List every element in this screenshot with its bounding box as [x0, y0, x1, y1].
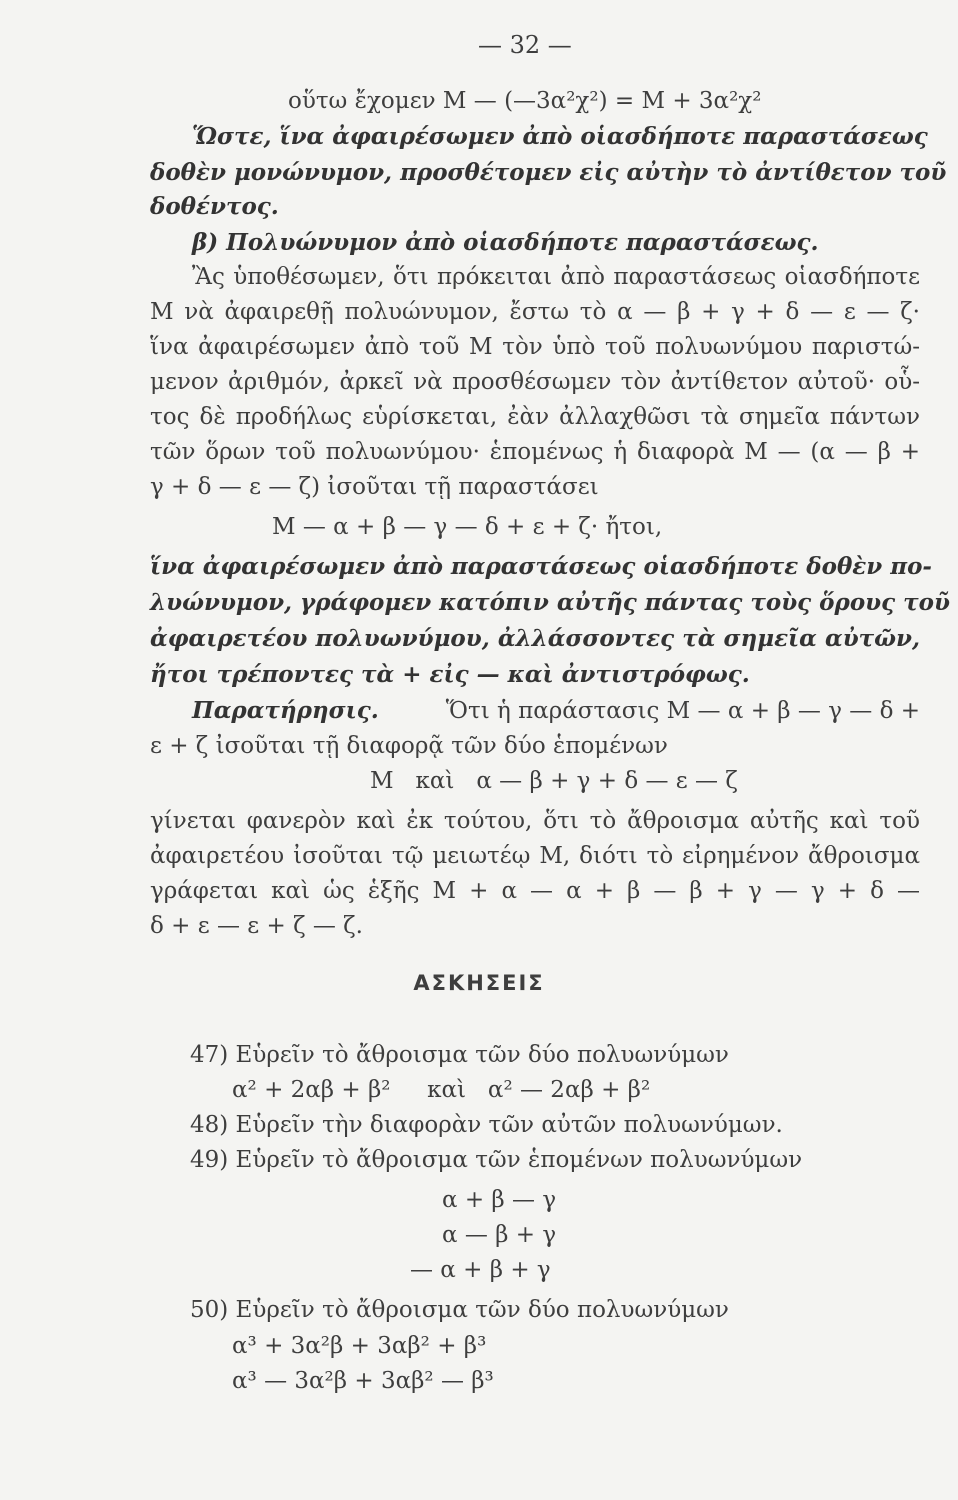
rule-line: ἵνα ἀφαιρέσωμεν ἀπὸ παραστάσεως οἱασδήποτε δοθὲν πο- — [150, 553, 932, 580]
equation-line: οὕτω ἔχομεν Μ — (—3α²χ²) = Μ + 3α²χ² — [288, 88, 762, 114]
remark-line: ἀφαιρετέου ἰσοῦται τῷ μειωτέῳ Μ, διότι τὸ εἰρημένον ἄθροισμα — [150, 843, 920, 869]
paragraph-line: Ὥστε, ἵνα ἀφαιρέσωμεν ἀπὸ οἱασδήποτε παραστάσεως — [192, 123, 928, 150]
remark-text: Ὅτι ἡ παράστασις Μ — α + β — γ — δ + — [445, 698, 920, 724]
rule-line: λυώνυμον, γράφομεν κατόπιν αὐτῆς πάντας τοὺς ὅρους τοῦ — [150, 589, 950, 616]
exercises-heading: ΑΣΚΗΣΕΙΣ — [413, 971, 545, 995]
paragraph-line: τῶν ὅρων τοῦ πολυωνύμου· ἑπομένως ἡ διαφορὰ Μ — (α — β + — [150, 439, 920, 465]
paragraph-line: μενον ἀριθμόν, ἀρκεῖ νὰ προσθέσωμεν τὸν ἀντίθετον αὐτοῦ· οὗ- — [150, 369, 920, 395]
remark-line — [192, 696, 920, 726]
paragraph-line: τος δὲ προδήλως εὑρίσκεται, ἐὰν ἀλλαχθῶσι τὰ σημεῖα πάντων — [150, 404, 920, 430]
exercise-50: 50) Εὑρεῖν τὸ ἄθροισμα τῶν δύο πολυωνύμων — [190, 1297, 729, 1323]
paragraph-line: δοθέντος. — [150, 193, 279, 220]
paragraph-line: Ἂς ὑποθέσωμεν, ὅτι πρόκειται ἀπὸ παραστάσεως οἱασδήποτε — [192, 264, 920, 290]
exercise-48: 48) Εὑρεῖν τὴν διαφορὰν τῶν αὐτῶν πολυωνύμων. — [190, 1112, 783, 1138]
formula-line: Μ καὶ α — β + γ + δ — ε — ζ — [370, 768, 738, 794]
rule-line: ἀφαιρετέου πολυωνύμου, ἀλλάσσοντες τὰ σημεῖα αὐτῶν, — [150, 625, 920, 652]
section-title: β) Πολυώνυμον ἀπὸ οἱασδήποτε παραστάσεως. — [192, 229, 819, 256]
exercise-49-polynomial: — α + β + γ — [410, 1257, 551, 1283]
exercise-49-polynomial: α — β + γ — [442, 1222, 557, 1248]
remark-line: δ + ε — ε + ζ — ζ. — [150, 913, 363, 939]
paragraph-line: γ + δ — ε — ζ) ἰσοῦται τῇ παραστάσει — [150, 474, 599, 500]
exercise-49-polynomial: α + β — γ — [442, 1187, 557, 1213]
exercise-47: 47) Εὑρεῖν τὸ ἄθροισμα τῶν δύο πολυωνύμων — [190, 1042, 729, 1068]
paragraph-line: Μ νὰ ἀφαιρεθῇ πολυώνυμον, ἔστω τὸ α — β + γ + δ — ε — ζ· — [150, 299, 920, 325]
exercise-49: 49) Εὑρεῖν τὸ ἄθροισμα τῶν ἑπομένων πολυωνύμων — [190, 1147, 803, 1173]
remark-label: Παρατήρησις. — [192, 697, 379, 724]
exercise-47-formula: α² + 2αβ + β² καὶ α² — 2αβ + β² — [232, 1077, 651, 1103]
remark-line: γράφεται καὶ ὡς ἑξῆς Μ + α — α + β — β + γ — γ + δ — — [150, 878, 920, 904]
paragraph-line: ἵνα ἀφαιρέσωμεν ἀπὸ τοῦ Μ τὸν ὑπὸ τοῦ πολυωνύμου παριστώ- — [150, 334, 920, 360]
exercise-50-polynomial: α³ + 3α²β + 3αβ² + β³ — [232, 1333, 487, 1359]
remark-line: ε + ζ ἰσοῦται τῇ διαφορᾷ τῶν δύο ἑπομένων — [150, 733, 668, 759]
remark-line: γίνεται φανερὸν καὶ ἐκ τούτου, ὅτι τὸ ἄθροισμα αὐτῆς καὶ τοῦ — [150, 808, 920, 834]
rule-line: ἤτοι τρέποντες τὰ + εἰς — καὶ ἀντιστρόφως. — [150, 661, 750, 688]
page-number: — 32 — — [478, 31, 572, 59]
paragraph-line: δοθὲν μονώνυμον, προσθέτομεν εἰς αὐτὴν τὸ ἀντίθετον τοῦ — [150, 159, 947, 186]
formula-line: Μ — α + β — γ — δ + ε + ζ· ἤτοι, — [272, 514, 663, 540]
exercise-50-polynomial: α³ — 3α²β + 3αβ² — β³ — [232, 1368, 494, 1394]
